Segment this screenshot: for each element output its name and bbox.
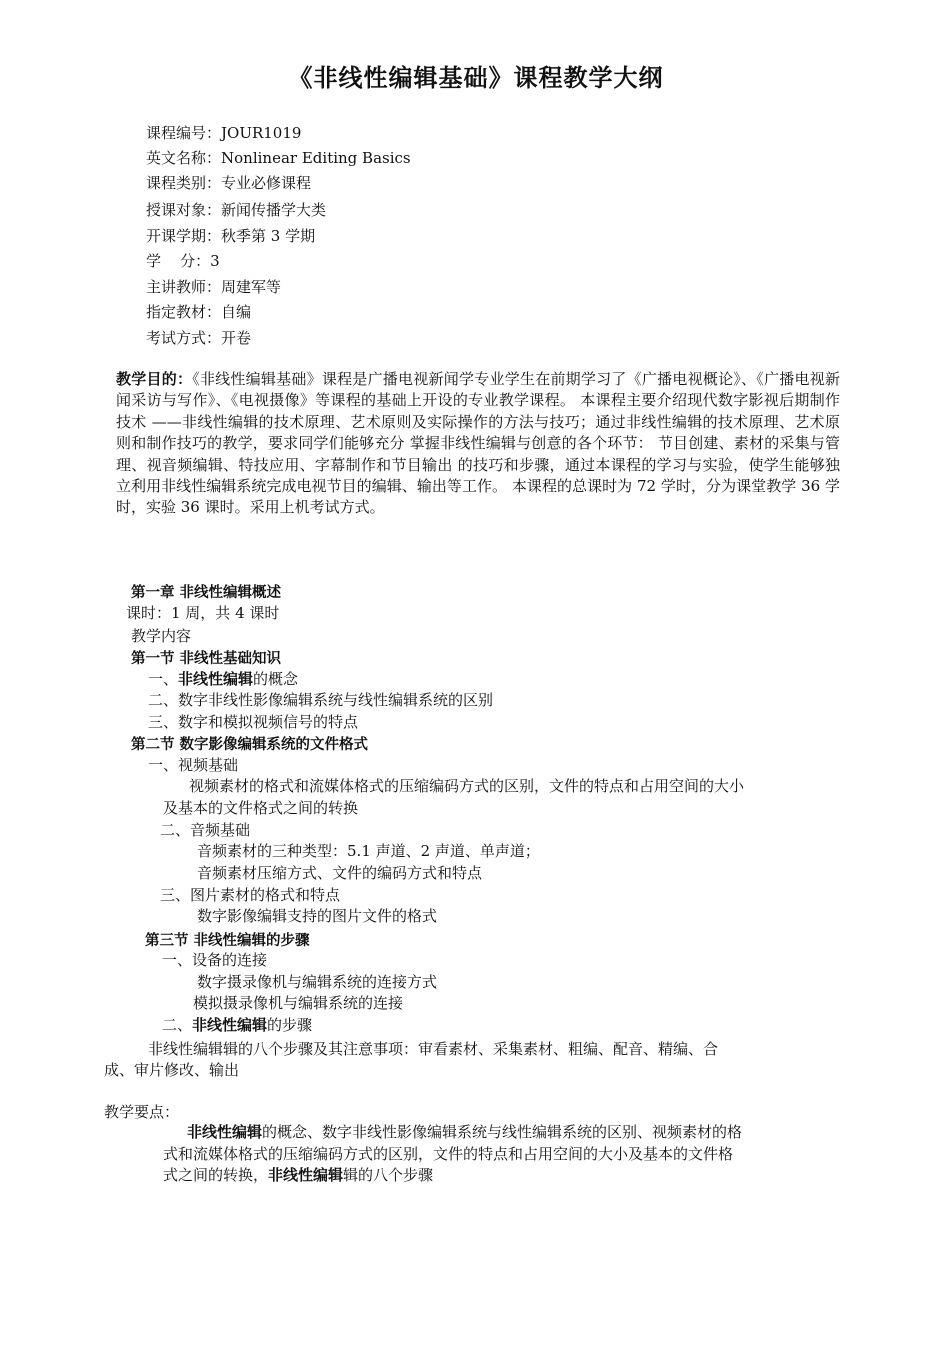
meta-course-code — [146, 122, 301, 143]
meta-key: 学 分： — [146, 252, 211, 270]
section-item: 二、音频基础 — [160, 821, 251, 839]
detail-line: 模拟摄录像机与编辑系统的连接 — [193, 994, 404, 1012]
meta-semester — [146, 225, 315, 246]
key-points-label: 教学要点： — [104, 1103, 180, 1121]
key-points-line — [187, 1121, 742, 1142]
meta-teacher — [146, 276, 281, 297]
section-item: 二、数字非线性影像编辑系统与线性编辑系统的区别 — [148, 691, 494, 709]
section-item: 一、设备的连接 — [162, 951, 268, 969]
keyword: 非线性编辑 — [187, 1123, 263, 1141]
meta-value: 3 — [210, 252, 220, 270]
keyword: 非线性编辑 — [268, 1166, 344, 1184]
detail-line: 及基本的文件格式之间的转换 — [163, 799, 359, 817]
meta-textbook — [146, 301, 251, 322]
meta-course-category — [146, 172, 311, 193]
meta-value: 开卷 — [221, 329, 252, 347]
meta-key: 考试方式： — [146, 329, 222, 347]
item-number: 一、 — [148, 670, 179, 688]
meta-value: 秋季第 3 学期 — [221, 227, 316, 245]
section-title: 第三节 非线性编辑的步骤 — [145, 933, 310, 949]
chapter-hours: 课时：1 周，共 4 课时 — [126, 604, 280, 622]
meta-key: 课程类别： — [146, 174, 222, 192]
page-title: 《非线性编辑基础》课程教学大纲 — [288, 64, 664, 92]
detail-line: 数字影像编辑支持的图片文件的格式 — [197, 907, 438, 925]
meta-audience — [146, 199, 326, 220]
detail-line: 数字摄录像机与编辑系统的连接方式 — [197, 973, 438, 991]
meta-exam-method — [146, 327, 251, 348]
key-text: 辑的八个步骤 — [343, 1166, 434, 1184]
item-number: 二、 — [162, 1016, 193, 1034]
keyword: 非线性编辑 — [192, 1016, 268, 1034]
meta-value: 新闻传播学大类 — [221, 201, 327, 219]
section-item: 三、图片素材的格式和特点 — [160, 886, 341, 904]
detail-line: 视频素材的格式和流媒体格式的压缩编码方式的区别，文件的特点和占用空间的大小 — [189, 777, 745, 795]
meta-value: 专业必修课程 — [221, 174, 312, 192]
content-label: 教学内容 — [131, 627, 192, 645]
meta-key: 授课对象： — [146, 201, 222, 219]
meta-value: 自编 — [221, 303, 252, 321]
meta-value: JOUR1019 — [221, 124, 302, 142]
section-item — [148, 668, 298, 689]
detail-line: 成、审片修改、输出 — [104, 1061, 240, 1079]
meta-credits — [146, 250, 220, 271]
meta-value: 周建军等 — [221, 278, 282, 296]
meta-key: 主讲教师： — [146, 278, 222, 296]
section-title: 第二节 数字影像编辑系统的文件格式 — [131, 737, 369, 753]
section-item: 一、视频基础 — [148, 756, 239, 774]
key-points-line: 式和流媒体格式的压缩编码方式的区别，文件的特点和占用空间的大小及基本的文件格 — [163, 1145, 734, 1163]
item-text: 的概念 — [253, 670, 299, 688]
section-item — [162, 1014, 312, 1035]
section-item: 三、数字和模拟视频信号的特点 — [148, 713, 359, 731]
purpose-label: 教学目的： — [116, 370, 193, 388]
purpose-text: 《非线性编辑基础》课程是广播电视新闻学专业学生在前期学习了《广播电视概论》、《广播电视新闻采访与写作》、《电视摄像》等课程的基础上开设的专业教学课程。 本课程主要介绍现代数字影视后期制作技术 ——非线性编辑的技术原理、艺术原则及实际操作的方法与技巧；通过非线性编辑的技术原理、艺术原则和制作技巧的教学，要求同学们能够充分 掌握非线性编辑与创意的各个环节： 节目创建、素材的采集与管理、视音频编辑、特技应用、字幕制作和节目输出 的技巧和步骤，通过本课程的学习与实验，使学生能够独立利用非线性编辑系统完成电视节目的编辑、输出等工作。 本课程的总课时为 72 学时，分为课堂教学 36 学时，实验 36 课时。采用上机考试方式。 — [116, 370, 840, 517]
detail-line: 音频素材的三种类型：5.1 声道、2 声道、单声道； — [197, 842, 540, 860]
key-text: 的概念、数字非线性影像编辑系统与线性编辑系统的区别、视频素材的格 — [262, 1123, 743, 1141]
meta-key: 课程编号： — [146, 124, 222, 142]
meta-key: 英文名称： — [146, 149, 222, 167]
meta-value: Nonlinear Editing Basics — [221, 149, 411, 167]
key-points-line — [163, 1164, 433, 1185]
meta-key: 开课学期： — [146, 227, 222, 245]
meta-english-name — [146, 147, 411, 168]
meta-key: 指定教材： — [146, 303, 222, 321]
keyword: 非线性编辑 — [178, 670, 254, 688]
item-text: 的步骤 — [267, 1016, 313, 1034]
chapter-title: 第一章 非线性编辑概述 — [131, 585, 282, 601]
key-text: 式之间的转换， — [163, 1166, 269, 1184]
detail-line: 非线性编辑辑的八个步骤及其注意事项：审看素材、采集素材、粗编、配音、精编、合 — [148, 1040, 719, 1058]
section-title: 第一节 非线性基础知识 — [131, 651, 282, 667]
detail-line: 音频素材压缩方式、文件的编码方式和特点 — [197, 864, 483, 882]
teaching-purpose — [116, 369, 840, 519]
